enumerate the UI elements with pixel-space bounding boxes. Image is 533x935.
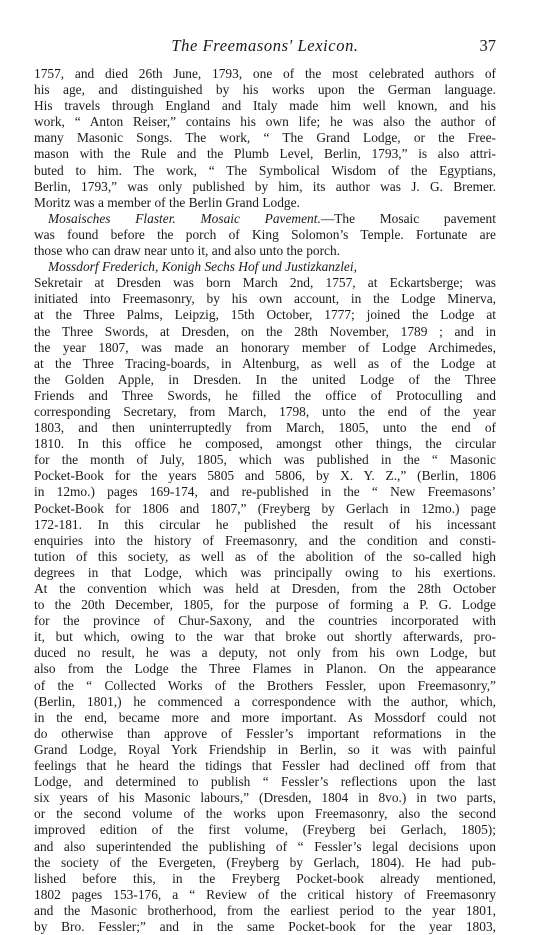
line-text: 1802 pages 153-176, a “ Review of the critical history of Freemasonry <box>34 886 496 902</box>
line-text: or the second volume of the works upon Freemasonry, also the second <box>34 806 496 822</box>
text-line <box>34 806 496 822</box>
text-line <box>34 774 496 790</box>
text-line <box>34 372 496 388</box>
line-text: and also superintended the publishing of “ Fessler’s legal decisions upon <box>34 838 496 854</box>
line-text: for the month of July, 1805, which was published in the “ Masonic <box>34 452 496 468</box>
text-line <box>34 790 496 806</box>
page-number: 37 <box>479 36 496 55</box>
text-line <box>34 678 496 694</box>
text-line <box>34 275 496 291</box>
text-line <box>34 887 496 903</box>
text-line <box>34 404 496 420</box>
text-line <box>34 114 496 130</box>
line-text: tution of this society, as well as of the abolition of the so-called high <box>34 548 496 564</box>
line-text: the year 1807, was made an honorary member of Lodge Archimedes, <box>34 339 496 355</box>
text-line <box>34 227 496 243</box>
line-text: the Three Swords, at Dresden, on the 28th November, 1789 ; and in <box>34 323 496 339</box>
text-line <box>34 549 496 565</box>
line-text: by Bro. Fessler;” and in the same Pocket-book for the year 1803, <box>34 918 496 934</box>
line-text: buted to him. The work, “ The Symbolical Wisdom of the Egyptians, <box>34 162 496 178</box>
line-text: degrees in that Lodge, which was principally owing to his exertions. <box>34 564 496 580</box>
text-line <box>34 484 496 500</box>
text-line <box>34 163 496 179</box>
text-line <box>34 452 496 468</box>
line-text: 1757, and died 26th June, 1793, one of the most celebrated authors of <box>34 66 496 81</box>
text-line <box>34 517 496 533</box>
line-text: Berlin, 1793,” was only published by him, its author was J. G. Bremer. <box>34 178 496 194</box>
line-text: feelings that he heard the tidings that Fessler had declined off from that <box>34 758 496 774</box>
text-line <box>34 259 496 275</box>
text-line <box>34 645 496 661</box>
text-line <box>34 661 496 677</box>
text-line <box>34 855 496 871</box>
line-text: those who can draw near unto it, and also unto the porch. <box>34 243 341 259</box>
line-text: duced no result, he was a deputy, not only from his own Lodge, but <box>34 645 496 661</box>
line-text: (Berlin, 1801,) he commenced a correspondence with the author, which, <box>34 693 496 709</box>
line-text: enquiries into the history of Freemasonry, and the condition and consti- <box>34 532 496 548</box>
text-line <box>34 710 496 726</box>
text-line <box>34 356 496 372</box>
text-line <box>34 839 496 855</box>
text-line <box>34 66 496 82</box>
text-line <box>34 420 496 436</box>
text-line <box>34 307 496 323</box>
line-text: at the Three Tracing-boards, in Altenburg, as well as of the Lodge at <box>34 355 496 371</box>
line-text: for the province of Chur-Saxony, and the countries incorporated with <box>34 613 496 629</box>
text-line <box>34 501 496 517</box>
text-line <box>34 243 496 259</box>
line-text: and the Masonic brotherhood, from the earliest period to the year 1801, <box>34 902 496 918</box>
line-text: at the Three Palms, Leipzig, 15th October, 1777; joined the Lodge at <box>34 307 496 323</box>
line-text: initiated into Freemasonry, by his own account, in the Lodge Minerva, <box>34 291 496 307</box>
line-text: Friends and Three Swords, he filled the office of Protoculling and <box>34 387 496 403</box>
text-line <box>34 130 496 146</box>
line-text: Lodge, and determined to publish “ Fessler’s reflections upon the last <box>34 774 496 790</box>
text-line <box>34 742 496 758</box>
text-line <box>34 211 496 227</box>
line-text: to the 20th December, 1805, for the purpose of forming a P. G. Lodge <box>34 597 496 613</box>
text-line <box>34 179 496 195</box>
running-head <box>34 36 496 60</box>
body-text <box>34 66 496 935</box>
line-text: Pocket-Book for 1806 and 1807,” (Freyberg by Gerlach in 12mo.) page <box>34 500 496 516</box>
line-text: mason with the Rule and the Plumb Level, Berlin, 1793,” is also attri- <box>34 146 496 162</box>
line-text: Moritz was a member of the Berlin Grand Lodge. <box>34 194 300 210</box>
line-text: —The Mosaic pavement <box>320 210 496 226</box>
line-text: 172-181. In this circular he published the result of his incessant <box>34 516 496 532</box>
text-line <box>34 340 496 356</box>
text-line <box>34 597 496 613</box>
line-text: in 12mo.) pages 169-174, and re-published in the “ New Freemasons’ <box>34 484 496 500</box>
line-text: his age, and distinguished by his works upon the German language. <box>34 82 496 98</box>
line-text: 1803, and then uninterruptedly from March, 1805, unto the end of <box>34 420 496 436</box>
line-text: the society of the Evergeten, (Freyberg by Gerlach, 1804). He had pub- <box>34 854 496 870</box>
line-text: His travels through England and Italy made him well known, and his <box>34 98 496 114</box>
text-line <box>34 565 496 581</box>
line-text: Grand Lodge, Royal York Friendship in Berlin, so it was with painful <box>34 741 496 757</box>
line-text: At the convention which was held at Dresden, from the 28th October <box>34 581 496 596</box>
line-text: many Masonic Songs. The work, “ The Grand Lodge, or the Free- <box>34 130 496 146</box>
book-page <box>34 36 496 935</box>
line-text: lished before this, in the Freyberg Pocket-book already mentioned, <box>34 870 496 886</box>
text-line <box>34 468 496 484</box>
text-line <box>34 291 496 307</box>
entry-heading: Mosaisches Flaster. Mosaic Pavement. <box>48 210 321 226</box>
line-text: Sekretair at Dresden was born March 2nd, 1757, at Eckartsberge; was <box>34 275 496 291</box>
text-line <box>34 903 496 919</box>
line-text: 1810. In this office he composed, amongst other things, the circular <box>34 436 496 452</box>
text-line <box>34 822 496 838</box>
text-line <box>34 98 496 114</box>
text-line <box>34 195 496 211</box>
text-line <box>34 533 496 549</box>
line-text: six years of his Masonic labours,” (Dresden, 1804 in 8vo.) in two parts, <box>34 790 496 806</box>
text-line <box>34 726 496 742</box>
text-line <box>34 581 496 597</box>
line-text: do otherwise than approve of Fessler’s important reformations in the <box>34 725 496 741</box>
text-line <box>34 324 496 340</box>
line-text: it, but which, owing to the war that broke out shortly afterwards, pro- <box>34 629 496 645</box>
line-text: corresponding Secretary, from March, 1798, unto the end of the year <box>34 403 496 419</box>
text-line <box>34 388 496 404</box>
line-text: the Golden Apple, in Dresden. In the united Lodge of the Three <box>34 371 496 387</box>
text-line <box>34 629 496 645</box>
line-text: also from the Lodge the Three Flames in Planon. On the appearance <box>34 661 496 677</box>
entry-heading: Mossdorf Frederich, Konigh Sechs Hof und Justizkanzlei, <box>48 259 357 275</box>
line-text: Pocket-Book for the years 5805 and 5806, by X. Y. Z.,” (Berlin, 1806 <box>34 468 496 484</box>
text-line <box>34 82 496 98</box>
line-text: work, “ Anton Reiser,” contains his own life; he was also the author of <box>34 114 496 130</box>
running-title: The Freemasons' Lexicon. <box>171 36 359 55</box>
text-line <box>34 436 496 452</box>
line-text: of the “ Collected Works of the Brothers Fessler, upon Freemasonry,” <box>34 677 496 693</box>
text-line <box>34 613 496 629</box>
text-line <box>34 871 496 887</box>
line-text: was found before the porch of King Solomon’s Temple. Fortunate are <box>34 226 496 242</box>
text-line <box>34 694 496 710</box>
text-line <box>34 758 496 774</box>
line-text: improved edition of the first volume, (Freyberg bei Gerlach, 1805); <box>34 822 496 838</box>
line-text: in the end, became more and more important. As Mossdorf could not <box>34 709 496 725</box>
text-line <box>34 146 496 162</box>
